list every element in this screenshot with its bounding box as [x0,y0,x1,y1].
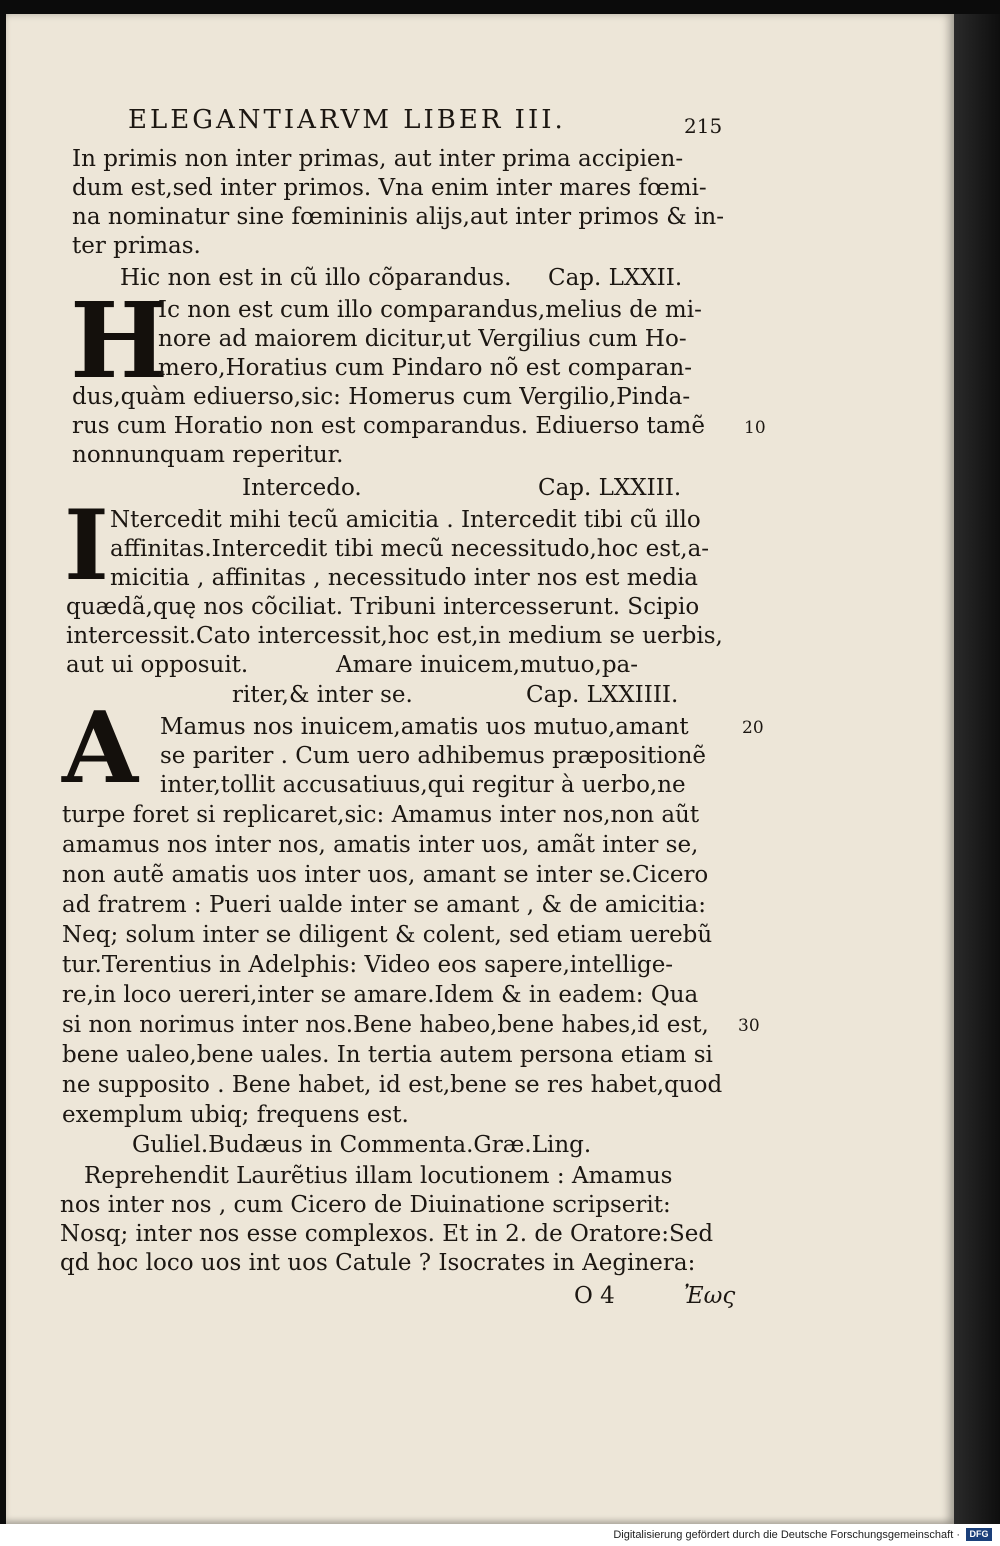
text-line: bene ualeo,bene uales. In tertia autem persona etiam si [62,1042,713,1068]
text-line: na nominatur sine fœmininis alijs,aut inter primos & in- [72,204,724,230]
text-line: intercessit.Cato intercessit,hoc est,in medium se uerbis, [66,623,723,649]
text-line: ter primas. [72,233,201,259]
chapter-title: Hic non est in cũ illo cõparandus. [120,265,512,291]
credit-bar [0,1524,1000,1546]
text-line: rus cum Horatio non est comparandus. Ediuerso tamẽ [72,413,705,439]
text-line: se pariter . Cum uero adhibemus præpositionẽ [160,743,707,769]
text-line: Mamus nos inuicem,amatis uos mutuo,amant [160,714,689,740]
text-line: Neq; solum inter se diligent & colent, sed etiam uerebũ [62,922,713,948]
margin-line-number: 10 [744,418,766,438]
chapter-number: Cap. LXXII. [548,265,683,291]
text-line: tur.Terentius in Adelphis: Video eos sapere,intellige- [62,952,674,978]
text-line: nos inter nos , cum Cicero de Diuinatione scripserit: [60,1192,671,1218]
drop-capital: I [64,489,109,602]
running-title: ELEGANTIARVM LIBER III. [128,105,566,135]
drop-capital: H [70,279,169,402]
text-line: Ntercedit mihi tecũ amicitia . Intercedit tibi cũ illo [110,507,701,533]
text-line: dum est,sed inter primos. Vna enim inter mares fœmi- [72,175,707,201]
text-line: Reprehendit Laurẽtius illam locutionem : Amamus [84,1163,673,1189]
folio-number: 215 [684,114,723,138]
section-title: Guliel.Budæus in Commenta.Græ.Ling. [132,1132,592,1158]
text-line: non autẽ amatis uos inter uos, amant se inter se.Cicero [62,862,709,888]
text-line: In primis non inter primas, aut inter prima accipien- [72,146,684,172]
text-line: Ic non est cum illo comparandus,melius de mi- [158,297,702,323]
text-line: affinitas.Intercedit tibi mecũ necessitudo,hoc est,a- [110,536,710,562]
text-line: nonnunquam reperitur. [72,442,344,468]
catchword: Ἐως [684,1283,736,1309]
text-line: exemplum ubiq; frequens est. [62,1102,409,1128]
text-line: si non norimus inter nos.Bene habeo,bene habes,id est, [62,1012,709,1038]
page-edge [954,14,1000,1524]
credit-text: Digitalisierung gefördert durch die Deutsche Forschungsgemeinschaft · [613,1529,960,1541]
text-line: re,in loco uereri,inter se amare.Idem & in eadem: Qua [62,982,699,1008]
text-line: qd hoc loco uos int uos Catule ? Isocrates in Aeginera: [60,1250,696,1276]
drop-capital: A [62,691,139,806]
margin-line-number: 30 [738,1016,760,1036]
chapter-number: Cap. LXXIIII. [526,682,679,708]
text-line: quædã,quę nos cõciliat. Tribuni intercesserunt. Scipio [66,594,700,620]
margin-line-number: 20 [742,718,764,738]
chapter-number: Cap. LXXIII. [538,475,682,501]
text-line: micitia , affinitas , necessitudo inter nos est media [110,565,699,591]
chapter-title: Intercedo. [242,475,362,501]
chapter-title: Amare inuicem,mutuo,pa- [336,652,639,678]
text-line: aut ui opposuit. [66,652,249,678]
text-line: inter,tollit accusatiuus,qui regitur à uerbo,ne [160,772,686,798]
text-line: Nosq; inter nos esse complexos. Et in 2. de Oratore:Sed [60,1221,714,1247]
text-line: amamus nos inter nos, amatis inter uos, amãt inter se, [62,832,699,858]
chapter-title: riter,& inter se. [232,682,413,708]
text-line: nore ad maiorem dicitur,ut Vergilius cum Ho- [158,326,687,352]
text-line: ne supposito . Bene habet, id est,bene se res habet,quod [62,1072,723,1098]
text-line: mero,Horatius cum Pindaro nõ est comparan- [158,355,692,381]
text-line: dus,quàm ediuerso,sic: Homerus cum Vergilio,Pinda- [72,384,691,410]
dfg-logo: DFG [966,1528,992,1541]
text-line: turpe foret si replicaret,sic: Amamus inter nos,non aũt [62,802,700,828]
signature-mark: O 4 [574,1283,615,1309]
text-line: ad fratrem : Pueri ualde inter se amant , & de amicitia: [62,892,706,918]
